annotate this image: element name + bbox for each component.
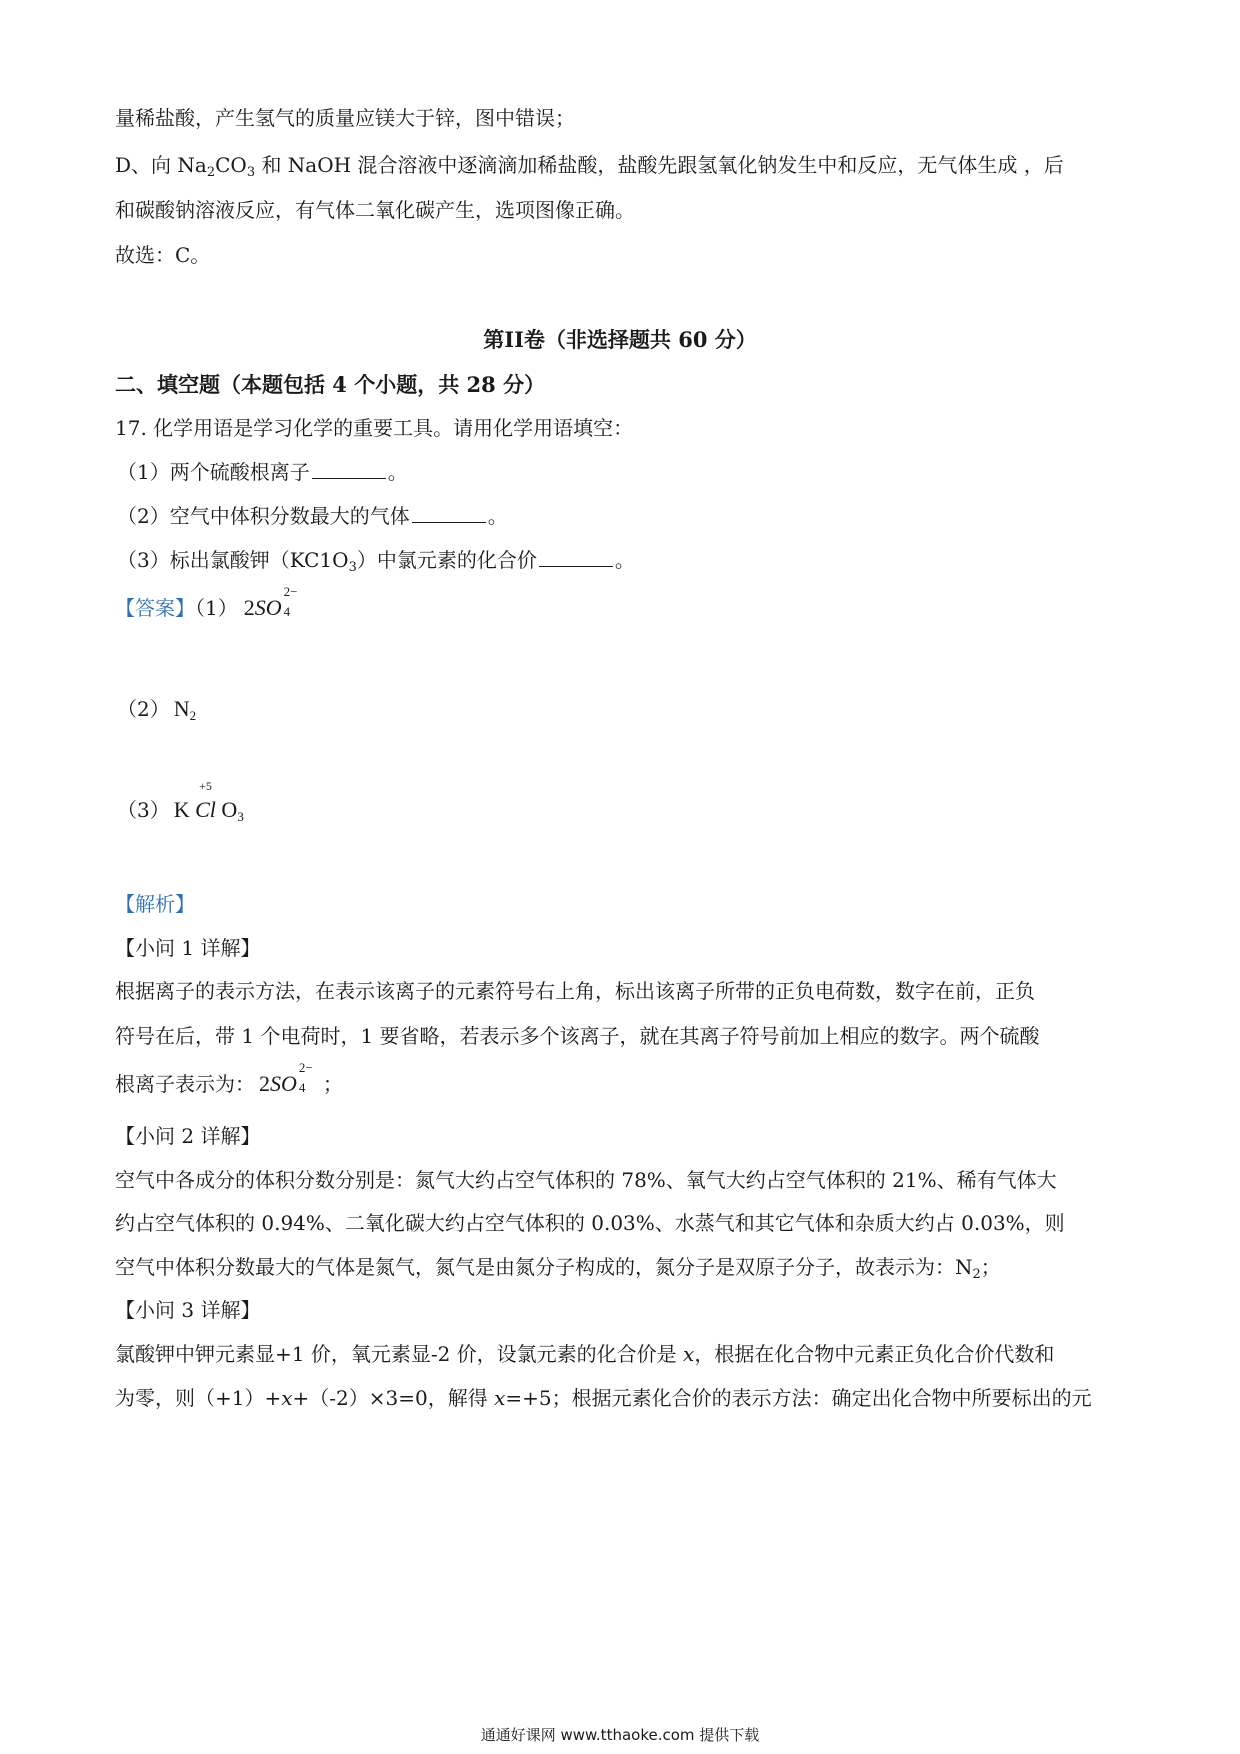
chlorine-symbol: Cl bbox=[195, 797, 216, 822]
subquestion-2-line-2: 约占空气体积的 0.94%、二氧化碳大约占空气体积的 0.03%、水蒸气和其它气体和杂质大约占 0.03%，则 bbox=[115, 1211, 1065, 1235]
subquestion-2-line-3-text: 空气中体积分数最大的气体是氮气，氮气是由氮分子构成的，氮分子是双原子分子，故表示为：N bbox=[115, 1255, 973, 1279]
subquestion-2-title: 【小问 2 详解】 bbox=[115, 1124, 261, 1148]
sulfate-coefficient: 2 bbox=[243, 595, 255, 620]
item-3-text: （3）标出氯酸钾（KC1O bbox=[117, 548, 349, 572]
kclo3-subscript: 3 bbox=[348, 560, 357, 575]
part-title: 二、填空题（本题包括 4 个小题，共 28 分） bbox=[115, 372, 546, 397]
subquestion-3-line-2-c: =+5；根据元素化合价的表示方法：确定出化合物中所要标出的元 bbox=[505, 1386, 1092, 1410]
sulfate-formula-inline bbox=[259, 1060, 323, 1096]
subquestion-3-line-1-b: ，根据在化合物中元素正负化合价代数和 bbox=[694, 1342, 1055, 1366]
option-d-prefix: D、向 Na bbox=[115, 153, 207, 177]
n2-subscript: 2 bbox=[972, 1267, 981, 1282]
question-17-item-2 bbox=[117, 502, 508, 530]
sulfate-symbol-inline: SO bbox=[270, 1071, 297, 1096]
page-footer: 通通好课网 www.tthaoke.com 提供下载 bbox=[480, 1726, 760, 1744]
chlorine-valence bbox=[195, 779, 216, 824]
nitrogen-formula bbox=[174, 696, 196, 721]
answer-3-line bbox=[117, 779, 244, 824]
sulfate-formula bbox=[243, 584, 308, 620]
subquestion-3-line-2 bbox=[115, 1384, 1092, 1412]
question-17-stem: 17. 化学用语是学习化学的重要工具。请用化学用语填空： bbox=[115, 416, 634, 440]
item-1-text: （1）两个硫酸根离子 bbox=[117, 460, 310, 484]
answer-blank-2 bbox=[412, 502, 486, 523]
section-title: 第II卷（非选择题共 60 分） bbox=[483, 327, 757, 352]
subquestion-2-line-1: 空气中各成分的体积分数分别是：氮气大约占空气体积的 78%、氧气大约占空气体积的 21%、稀有气体大 bbox=[115, 1168, 1057, 1192]
subquestion-2-line-3-end: ； bbox=[980, 1255, 1001, 1279]
answer-blank-3 bbox=[539, 546, 613, 567]
analysis-label: 【解析】 bbox=[115, 892, 195, 916]
variable-x: x bbox=[683, 1342, 695, 1366]
sulfate-superscript-inline: 2− bbox=[298, 1060, 313, 1075]
na2-subscript: 2 bbox=[206, 165, 216, 180]
item-3-end: 。 bbox=[614, 548, 635, 572]
subquestion-3-line-1-a: 氯酸钾中钾元素显+1 价，氧元素显-2 价，设氯元素的化合价是 bbox=[115, 1342, 684, 1366]
subquestion-1-line-1: 根据离子的表示方法，在表示该离子的元素符号右上角，标出该离子所带的正负电荷数，数字在前，正负 bbox=[115, 979, 1035, 1003]
intro-line-1: 量稀盐酸，产生氢气的质量应镁大于锌，图中错误； bbox=[115, 106, 575, 130]
oxygen-symbol: O bbox=[221, 797, 238, 822]
subquestion-3-line-2-a: 为零，则（+1）+ bbox=[115, 1386, 282, 1410]
oxygen-subscript: 3 bbox=[237, 809, 244, 824]
option-d-line bbox=[115, 151, 1064, 179]
valence-mark: +5 bbox=[199, 779, 212, 793]
sulfate-subscript: 4 bbox=[283, 604, 291, 619]
subquestion-1-line-2: 符号在后，带 1 个电荷时，1 要省略，若表示多个该离子，就在其离子符号前加上相应的数字。两个硫酸 bbox=[115, 1024, 1040, 1048]
intro-line-3: 和碳酸钠溶液反应，有气体二氧化碳产生，选项图像正确。 bbox=[115, 198, 635, 222]
subquestion-1-title: 【小问 1 详解】 bbox=[115, 936, 261, 960]
item-2-end: 。 bbox=[487, 504, 508, 528]
answer-2-prefix: （2） bbox=[117, 697, 170, 721]
sulfate-coefficient-inline: 2 bbox=[259, 1071, 270, 1096]
subquestion-2-line-3 bbox=[115, 1253, 1001, 1281]
sulfate-superscript: 2− bbox=[283, 584, 298, 599]
sulfate-symbol: SO bbox=[254, 595, 282, 620]
kclo3-formula bbox=[173, 779, 244, 824]
co-text: CO bbox=[215, 153, 247, 177]
answer-blank-1 bbox=[312, 458, 386, 479]
item-3-mid: ）中氯元素的化合价 bbox=[356, 548, 537, 572]
item-1-end: 。 bbox=[387, 460, 408, 484]
potassium-symbol: K bbox=[173, 797, 190, 822]
answer-3-prefix: （3） bbox=[117, 798, 170, 822]
nitrogen-subscript: 2 bbox=[189, 708, 197, 723]
subquestion-1-line-3-text: 根离子表示为： bbox=[115, 1072, 255, 1096]
answer-1-line bbox=[115, 584, 308, 622]
answer-2-line bbox=[117, 695, 196, 723]
subquestion-1-line-3-end: ； bbox=[322, 1072, 343, 1096]
subquestion-1-line-3 bbox=[115, 1060, 343, 1098]
answer-choice-line: 故选：C。 bbox=[115, 243, 211, 267]
answer-1-prefix: （1） bbox=[195, 596, 238, 620]
subquestion-3-line-1 bbox=[115, 1340, 1054, 1368]
question-17-item-3 bbox=[117, 546, 635, 574]
subquestion-3-title: 【小问 3 详解】 bbox=[115, 1298, 261, 1322]
nitrogen-symbol: N bbox=[173, 696, 190, 721]
variable-x-3: x bbox=[494, 1386, 506, 1410]
sulfate-charge bbox=[282, 584, 308, 619]
option-d-rest: 和 NaOH 混合溶液中逐滴滴加稀盐酸，盐酸先跟氢氧化钠发生中和反应，无气体生成 ，后 bbox=[255, 153, 1064, 177]
sulfate-charge-inline bbox=[297, 1060, 323, 1095]
co3-subscript: 3 bbox=[246, 165, 256, 180]
answer-label: 【答案】 bbox=[115, 596, 195, 620]
subquestion-3-line-2-b: +（-2）×3=0，解得 bbox=[292, 1386, 495, 1410]
sulfate-subscript-inline: 4 bbox=[298, 1080, 306, 1095]
item-2-text: （2）空气中体积分数最大的气体 bbox=[117, 504, 410, 528]
question-17-item-1 bbox=[117, 458, 408, 486]
variable-x-2: x bbox=[281, 1386, 293, 1410]
